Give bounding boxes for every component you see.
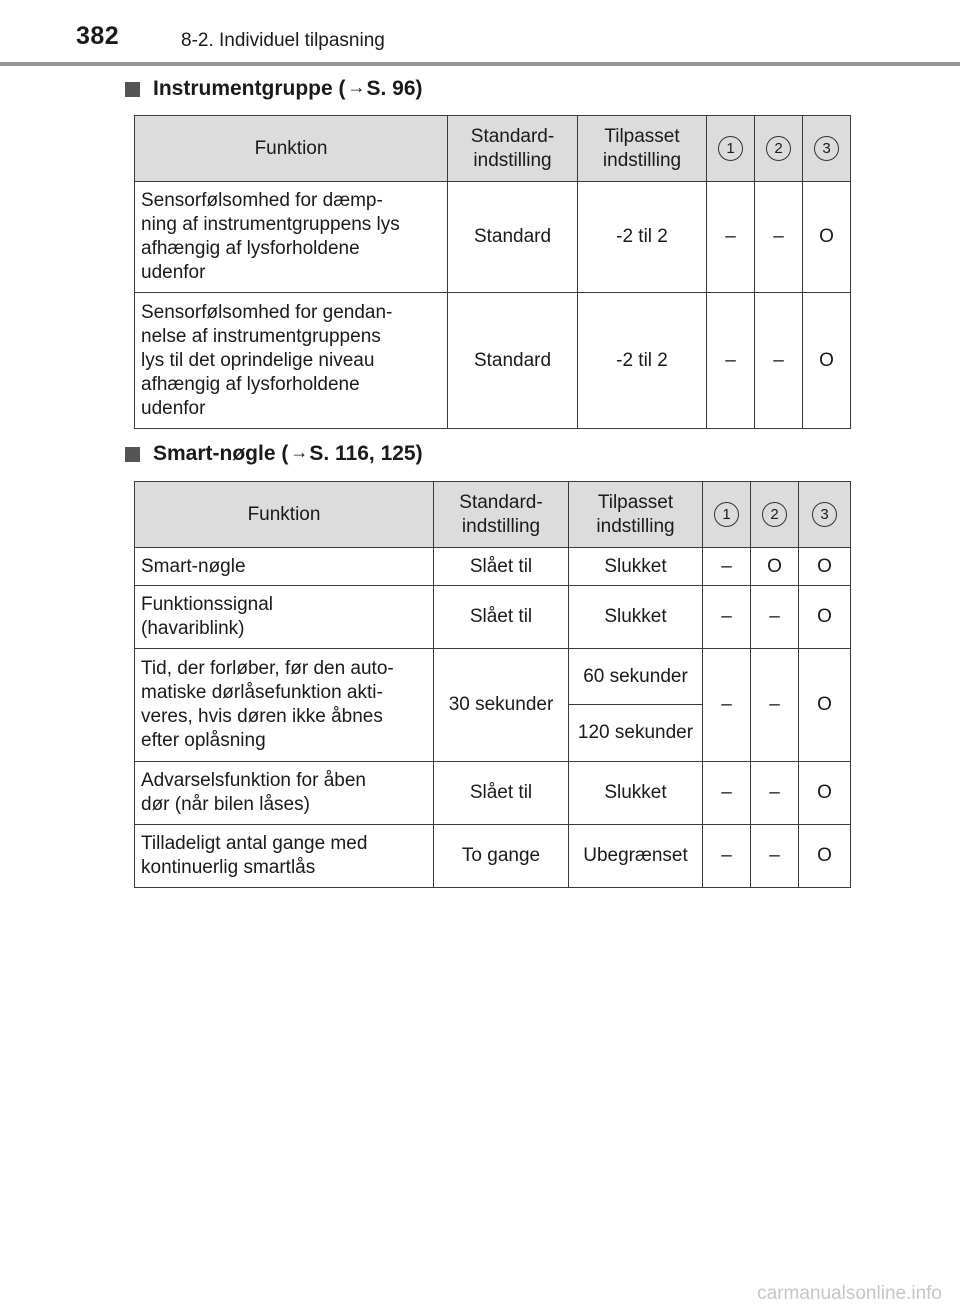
cell-c1: – — [707, 182, 755, 293]
cell-c2: – — [751, 825, 799, 888]
table-header-row — [135, 482, 851, 548]
cell-funktion: Tid, der forløber, før den auto- matiske dørlåsefunktion akti- veres, hvis døren ikke åbnes efter oplåsning — [135, 649, 434, 762]
circled-number-3-icon: 3 — [814, 136, 839, 161]
cell-standard: Slået til — [434, 586, 569, 649]
cell-standard: Standard — [448, 293, 578, 429]
settings-table-smart-noegle — [134, 481, 851, 888]
cell-c3: O — [803, 182, 851, 293]
cell-standard: Slået til — [434, 762, 569, 825]
cell-funktion: Sensorfølsomhed for gendan- nelse af instrumentgruppens lys til det oprindelige niveau afhængig af lysforholdene udenfor — [135, 293, 448, 429]
cell-c3: O — [799, 762, 851, 825]
circled-number-2-icon: 2 — [766, 136, 791, 161]
cell-c3: O — [799, 548, 851, 586]
cell-c2: – — [751, 649, 799, 762]
col-header-tilpasset: Tilpasset indstilling — [578, 116, 707, 182]
col-header-standard: Standard- indstilling — [434, 482, 569, 548]
table-row — [135, 825, 851, 888]
arrow-right-icon: → — [290, 441, 309, 462]
cell-tilpasset: Slukket — [569, 762, 703, 825]
table-row — [135, 293, 851, 429]
cell-c1: – — [703, 586, 751, 649]
cell-funktion: Smart-nøgle — [135, 548, 434, 586]
table-row — [135, 182, 851, 293]
cell-tilpasset: Ubegrænset — [569, 825, 703, 888]
col-header-tilpasset: Tilpasset indstilling — [569, 482, 703, 548]
col-header-3 — [799, 482, 851, 548]
cell-funktion: Advarselsfunktion for åben dør (når bilen låses) — [135, 762, 434, 825]
table-row — [135, 548, 851, 586]
square-bullet-icon — [125, 447, 140, 462]
cell-tilpasset: -2 til 2 — [578, 182, 707, 293]
cell-c2: – — [755, 293, 803, 429]
table-row — [135, 649, 851, 705]
circled-number-1-icon: 1 — [718, 136, 743, 161]
col-header-1 — [707, 116, 755, 182]
square-bullet-icon — [125, 82, 140, 97]
section-ref: S. 116, 125) — [309, 442, 423, 465]
cell-c1: – — [707, 293, 755, 429]
page-number: 382 — [76, 22, 120, 50]
table-row — [135, 586, 851, 649]
cell-tilpasset-option-1: 60 sekunder — [569, 649, 703, 705]
cell-c3: O — [799, 825, 851, 888]
section-title: Smart-nøgle ( — [153, 442, 289, 465]
section-ref: S. 96) — [366, 77, 423, 100]
cell-tilpasset-option-2: 120 sekunder — [569, 705, 703, 762]
circled-number-3-icon: 3 — [812, 502, 837, 527]
cell-funktion: Sensorfølsomhed for dæmp- ning af instrumentgruppens lys afhængig af lysforholdene udenfor — [135, 182, 448, 293]
col-header-2 — [751, 482, 799, 548]
col-header-funktion: Funktion — [135, 116, 448, 182]
cell-c1: – — [703, 649, 751, 762]
section-heading-instrumentgruppe — [125, 77, 423, 101]
section-title: Instrumentgruppe ( — [153, 77, 346, 100]
header-rule — [0, 62, 960, 66]
cell-c2: O — [751, 548, 799, 586]
col-header-3 — [803, 116, 851, 182]
cell-standard: Slået til — [434, 548, 569, 586]
circled-number-1-icon: 1 — [714, 502, 739, 527]
watermark-url: carmanualsonline.info — [757, 1283, 942, 1304]
cell-tilpasset: Slukket — [569, 586, 703, 649]
col-header-standard: Standard- indstilling — [448, 116, 578, 182]
cell-c2: – — [751, 762, 799, 825]
circled-number-2-icon: 2 — [762, 502, 787, 527]
cell-tilpasset: Slukket — [569, 548, 703, 586]
table-header-row — [135, 116, 851, 182]
settings-table-instrumentgruppe — [134, 115, 851, 429]
cell-c3: O — [799, 586, 851, 649]
cell-tilpasset: -2 til 2 — [578, 293, 707, 429]
cell-c1: – — [703, 548, 751, 586]
cell-standard: 30 sekunder — [434, 649, 569, 762]
cell-funktion: Funktionssignal (havariblink) — [135, 586, 434, 649]
cell-c2: – — [751, 586, 799, 649]
cell-standard: To gange — [434, 825, 569, 888]
col-header-1 — [703, 482, 751, 548]
col-header-2 — [755, 116, 803, 182]
arrow-right-icon: → — [347, 76, 366, 97]
section-heading-smart-noegle — [125, 442, 423, 466]
col-header-funktion: Funktion — [135, 482, 434, 548]
cell-standard: Standard — [448, 182, 578, 293]
cell-c1: – — [703, 762, 751, 825]
cell-c3: O — [803, 293, 851, 429]
table-row — [135, 762, 851, 825]
cell-funktion: Tilladeligt antal gange med kontinuerlig smartlås — [135, 825, 434, 888]
chapter-title: 8-2. Individuel tilpasning — [181, 30, 385, 51]
cell-c2: – — [755, 182, 803, 293]
cell-c1: – — [703, 825, 751, 888]
cell-c3: O — [799, 649, 851, 762]
